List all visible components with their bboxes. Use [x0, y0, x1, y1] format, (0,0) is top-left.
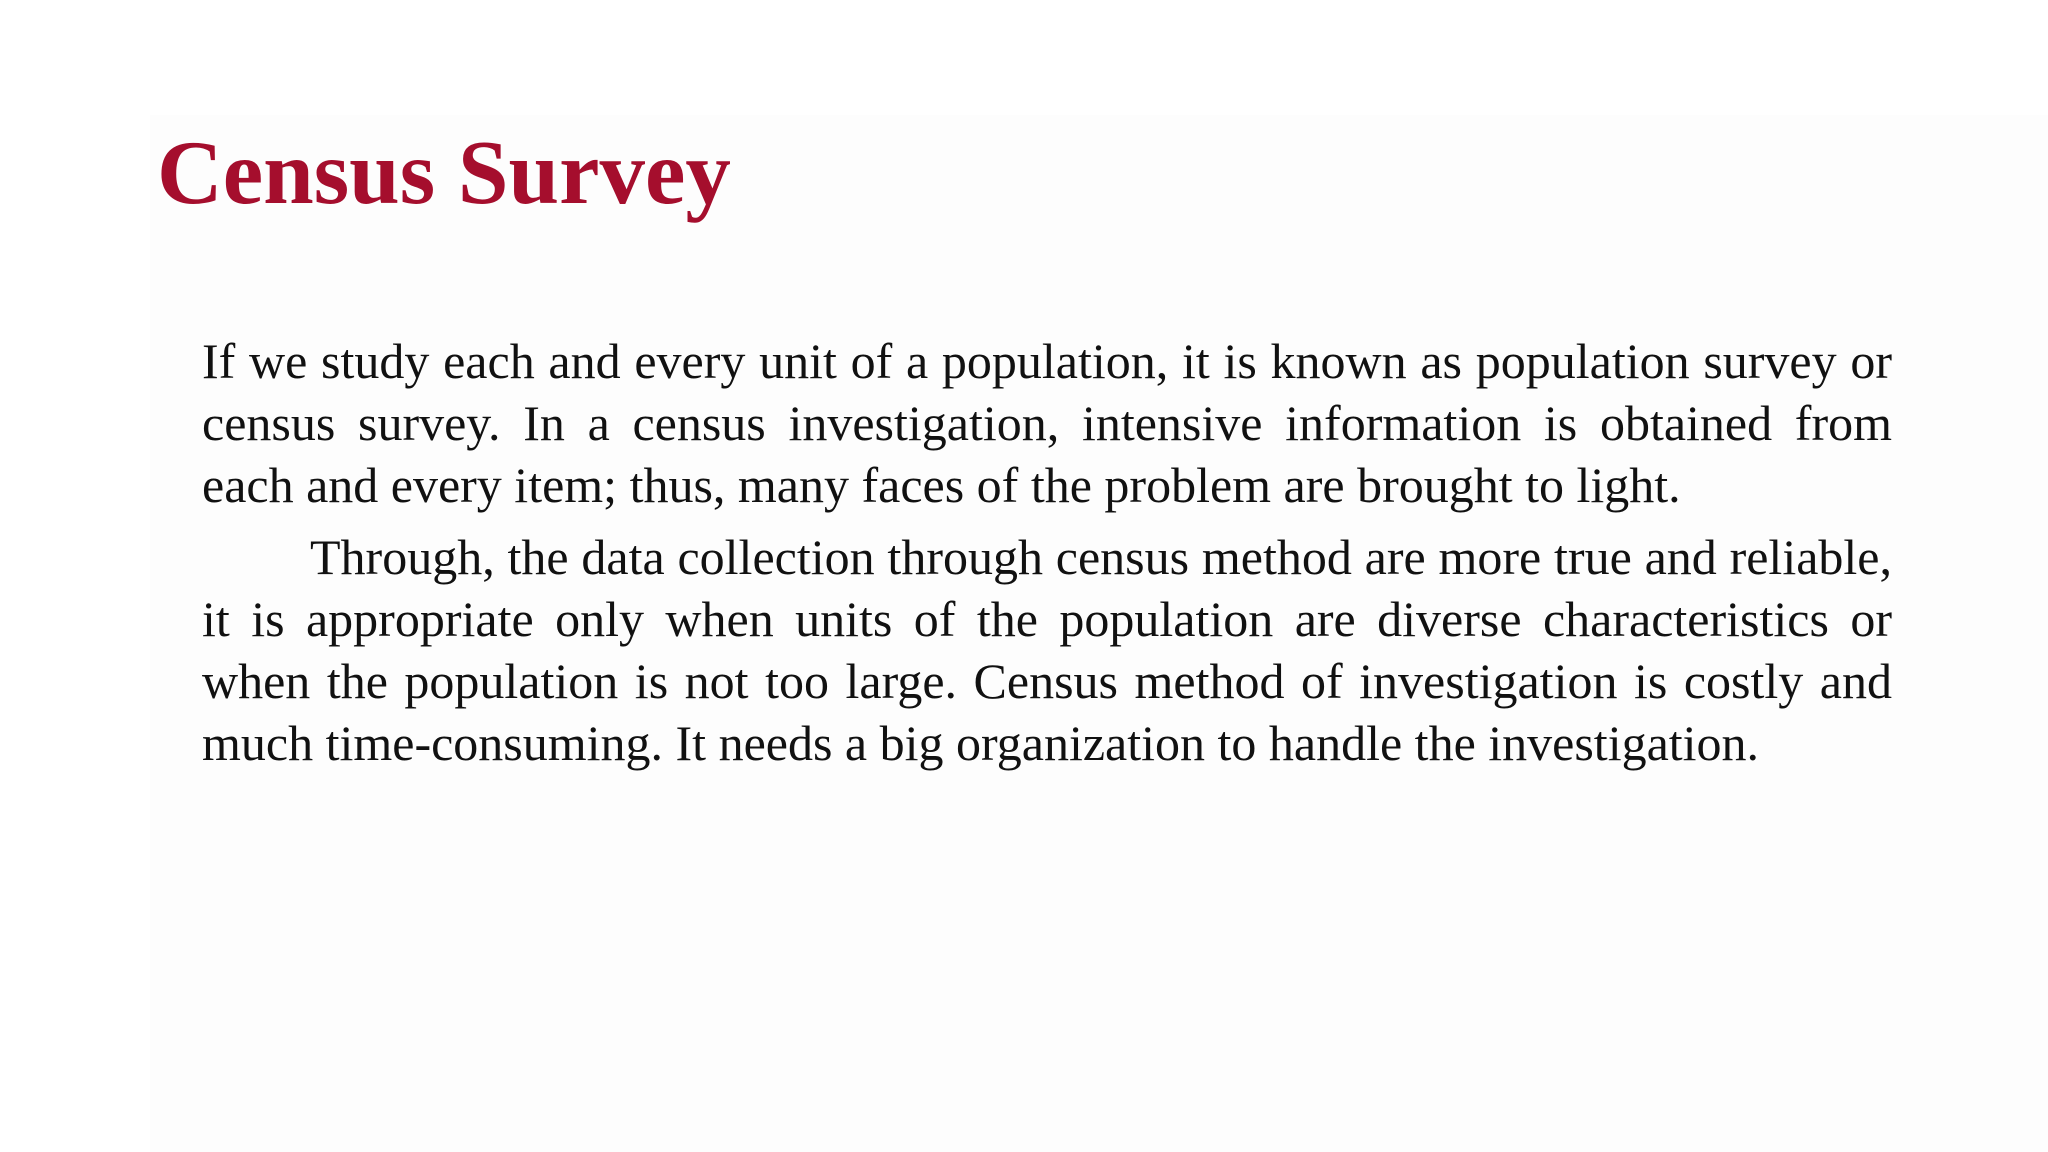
- slide-title: Census Survey: [157, 122, 731, 223]
- slide-body: [202, 330, 1892, 774]
- body-paragraph-2: Through, the data collection through census method are more true and reliable, it is appropriate only when units of the population are diverse characteristics or when the population is not too large. Census method of investigation is costly and much time-consuming. It needs a big organization to handle the investigation.: [202, 529, 1892, 771]
- body-paragraph-1: If we study each and every unit of a population, it is known as population survey or census survey. In a census investigation, intensive information is obtained from each and every item; thus, many faces of the problem are brought to light.: [202, 333, 1892, 513]
